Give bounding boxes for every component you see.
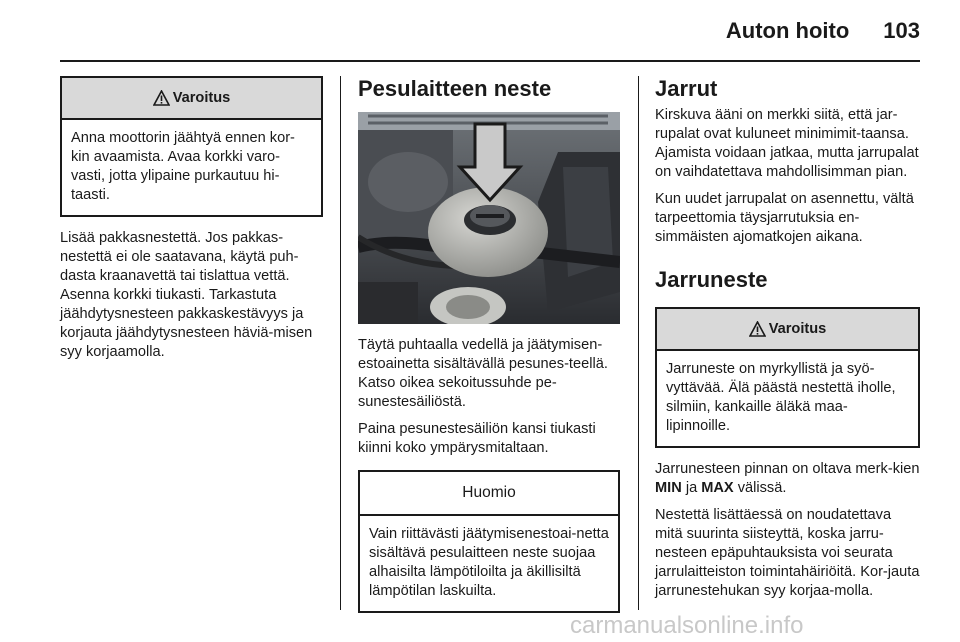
column-divider-1 [340,76,341,610]
notice-box-washer [358,470,620,613]
min-mark: MIN [655,480,682,496]
brake-fluid-paragraph-2: Nestettä lisättäessä on noudatettava mitä suurinta siisteyttä, koska jarru-nesteen epäpuhtauksista voi seurata jarrulaitteiston toimintahäiriöitä. Kor-jauta jarrunestehukan syy korjaa-molla. [655,507,920,599]
header-rule [60,60,920,62]
warning-box-header [62,78,321,120]
washer-paragraph-1: Täytä puhtaalla vedellä ja jäätymisen-estoainetta sisältävällä pesunes-teellä. Katso oikea sekoitussuhde pe-sunestesäiliöstä. [358,337,608,410]
washer-fluid-reservoir-photo [358,112,620,324]
warning-text: Anna moottorin jäähtyä ennen kor-kin avaamista. Avaa korkki varo-vasti, jotta ylipaine purkautuu hi-taasti. [71,130,295,203]
warning-triangle-icon [153,90,170,106]
brake-fluid-paragraph-1 [655,460,920,498]
warning-box-coolant [60,76,323,217]
washer-paragraph-2: Paina pesunestesäiliön kansi tiukasti kiinni koko ympärysmitaltaan. [358,421,596,456]
brake-fluid-text-pre: Jarrunesteen pinnan on oltava merk-kien [655,461,920,477]
notice-box-header [360,472,618,516]
warning-box-brake-fluid [655,307,920,448]
max-mark: MAX [701,480,734,496]
warning-text: Jarruneste on myrkyllistä ja syö-vyttävää. Älä päästä nestettä iholle, silmiin, kankaille äläkä maa-lipinnoille. [666,361,896,434]
column-2 [358,76,620,613]
notice-text: Vain riittävästi jäätymisenestoai-netta sisältävä pesulaitteen neste suojaa alhaisilta lämpötiloilta ja äkillisiltä lämpötilan laskuilta. [369,526,609,599]
warning-box-header [657,309,918,351]
page-header [726,18,920,48]
warning-title: Varoitus [768,321,827,337]
section-heading-brake-fluid: Jarruneste [655,267,768,292]
brake-fluid-text-post: välissä. [733,480,787,496]
warning-title: Varoitus [172,90,231,106]
section-heading-brakes: Jarrut [655,76,718,101]
header-title: Auton hoito [725,18,850,43]
column-divider-2 [638,76,639,610]
brake-fluid-text-mid: ja [681,480,702,496]
brakes-paragraph-2: Kun uudet jarrupalat on asennettu, vältä tarpeettomia täysjarrutuksia en-simmäisten ajomatkojen aikana. [655,191,914,245]
column-3 [655,76,920,601]
warning-triangle-icon [749,321,766,337]
watermark: carmanualsonline.info [570,612,804,639]
section-heading-washer: Pesulaitteen neste [358,76,552,101]
brakes-paragraph-1: Kirskuva ääni on merkki siitä, että jar-rupalat ovat kuluneet minimimit-taansa. Ajamista voidaan jatkaa, mutta jarrupalat on vaihdatettava mahdollisimman pian. [655,107,919,180]
coolant-paragraph: Lisää pakkasnestettä. Jos pakkas-nestettä ei ole saatavana, käytä puh-dasta kraanavettä tai tislattua vettä. Asenna korkki tiukasti. Tarkastuta jäähdytysnesteen pakkaskestävyys ja korjauta jäähdytysnesteen häviä-misen syy korjaamolla. [60,230,313,360]
notice-title: Huomio [462,484,516,501]
column-1 [60,76,323,362]
page-number: 103 [883,18,920,43]
